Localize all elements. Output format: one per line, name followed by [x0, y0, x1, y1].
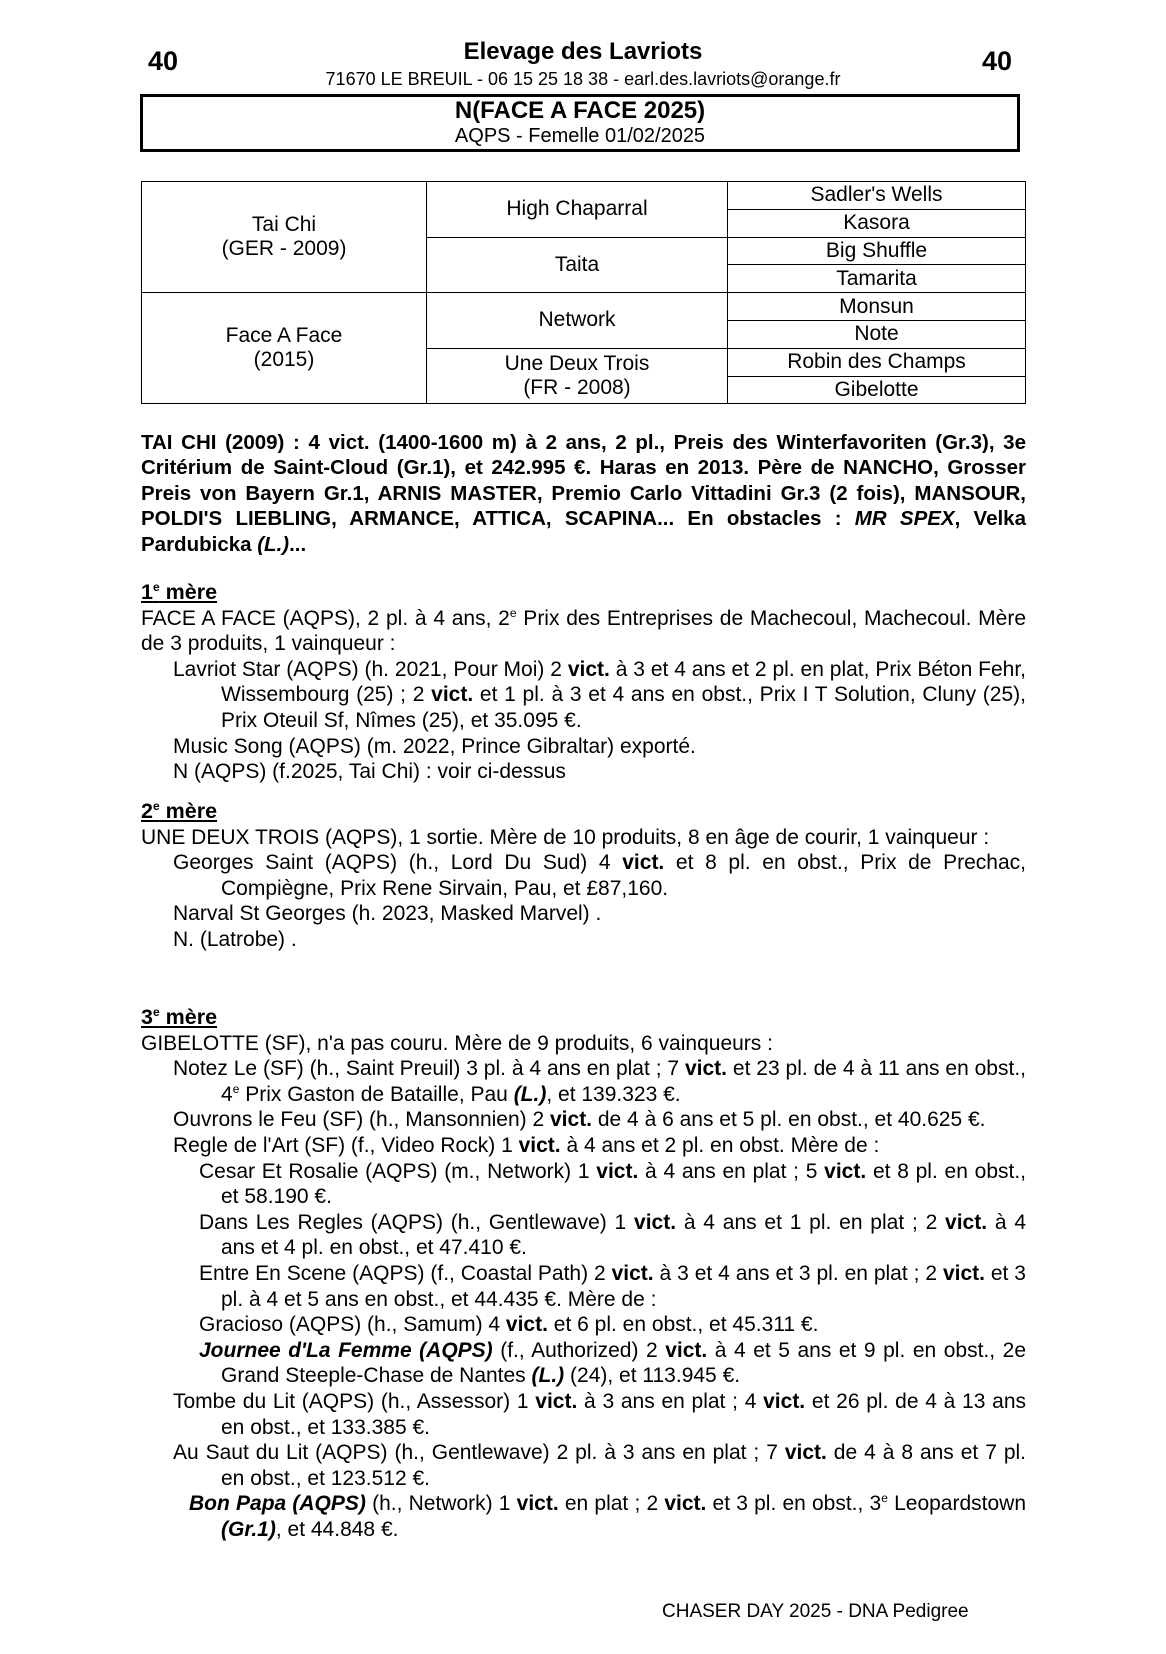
pedigree-sire	[142, 182, 427, 293]
breeder-title: Elevage des Lavriots	[463, 38, 703, 65]
pedigree-gen3-3: Big Shuffle	[728, 237, 1026, 265]
page-number-right: 40	[982, 46, 1013, 76]
sire-info: (GER - 2009)	[221, 237, 347, 261]
first-dam-section	[141, 580, 1026, 785]
third-dam-intro: GIBELOTTE (SF), n'a pas couru. Mère de 9 produits, 6 vainqueurs :	[141, 1031, 773, 1055]
second-dam-intro: UNE DEUX TROIS (AQPS), 1 sortie. Mère de 10 produits, 8 en âge de courir, 1 vainqueur :	[141, 825, 990, 849]
third-dam-heading: 3e mère	[141, 1004, 218, 1029]
dam-dam-info: (FR - 2008)	[523, 376, 631, 400]
list-item: Entre En Scene (AQPS) (f., Coastal Path) 2 vict. à 3 et 4 ans et 3 pl. en plat ; 2 vict. et 3 pl. à 4 et 5 ans en obst., et 44.435 €. Mère de :	[199, 1261, 1026, 1311]
pedigree-gen3-4: Tamarita	[728, 265, 1026, 293]
page-footer: CHASER DAY 2025 - DNA Pedigree	[662, 1601, 969, 1622]
second-dam-heading: 2e mère	[141, 798, 218, 823]
pedigree-gen3-6: Note	[728, 320, 1026, 348]
list-item: Ouvrons le Feu (SF) (h., Mansonnien) 2 vict. de 4 à 6 ans et 5 pl. en obst., et 40.625 €.	[173, 1108, 986, 1132]
list-item: Regle de l'Art (SF) (f., Video Rock) 1 vict. à 4 ans et 2 pl. en obst. Mère de :	[173, 1133, 880, 1157]
lot-name: N(FACE A FACE 2025)	[454, 97, 706, 124]
list-item: Cesar Et Rosalie (AQPS) (m., Network) 1 vict. à 4 ans en plat ; 5 vict. et 8 pl. en obst., et 58.190 €.	[199, 1159, 1026, 1209]
pedigree-gen3-8: Gibelotte	[728, 376, 1026, 404]
pedigree-table	[141, 181, 1026, 404]
list-item: N (AQPS) (f.2025, Tai Chi) : voir ci-dessus	[173, 760, 566, 784]
list-item: Bon Papa (AQPS) (h., Network) 1 vict. en plat ; 2 vict. et 3 pl. en obst., 3e Leopardstown (Gr.1), et 44.848 €.	[189, 1491, 1027, 1541]
sire-name: Tai Chi	[251, 213, 317, 237]
list-item: Georges Saint (AQPS) (h., Lord Du Sud) 4 vict. et 8 pl. en obst., Prix de Prechac, Compiègne, Prix Rene Sirvain, Pau, et £87,160.	[173, 851, 1026, 900]
pedigree-dam-sire: Network	[427, 293, 728, 349]
first-dam-heading: 1e mère	[141, 579, 218, 604]
third-dam-section	[141, 1005, 1026, 1542]
second-dam-section	[141, 799, 1026, 953]
pedigree-dam	[142, 293, 427, 404]
list-item: Au Saut du Lit (AQPS) (h., Gentlewave) 2 pl. à 3 ans en plat ; 7 vict. de 4 à 8 ans et 7 pl. en obst., et 123.512 €.	[173, 1441, 1026, 1490]
pedigree-sire-dam: Taita	[427, 237, 728, 293]
pedigree-gen3-1: Sadler's Wells	[728, 182, 1026, 210]
list-item: Lavriot Star (AQPS) (h. 2021, Pour Moi) 2 vict. à 3 et 4 ans et 2 pl. en plat, Prix Béton Fehr, Wissembourg (25) ; 2 vict. et 1 pl. à 3 et 4 ans en obst., Prix I T Solution, Cluny (25), Prix Oteuil Sf, Nîmes (25), et 35.095 €.	[173, 657, 1026, 732]
list-item: Gracioso (AQPS) (h., Samum) 4 vict. et 6 pl. en obst., et 45.311 €.	[199, 1313, 819, 1337]
dam-name: Face A Face	[225, 324, 343, 348]
lot-title-box	[140, 94, 1020, 152]
list-item: Dans Les Regles (AQPS) (h., Gentlewave) 1 vict. à 4 ans et 1 pl. en plat ; 2 vict. à 4 ans et 4 pl. en obst., et 47.410 €.	[199, 1210, 1026, 1260]
pedigree-gen3-5: Monsun	[728, 293, 1026, 321]
list-item: Tombe du Lit (AQPS) (h., Assessor) 1 vict. à 3 ans en plat ; 4 vict. et 26 pl. de 4 à 13 ans en obst., et 133.385 €.	[173, 1389, 1027, 1439]
pedigree-dam-dam	[427, 348, 728, 404]
list-item: N. (Latrobe) .	[173, 927, 297, 951]
list-item: Journee d'La Femme (AQPS) (f., Authorized) 2 vict. à 4 et 5 ans et 9 pl. en obst., 2e Grand Steeple-Chase de Nantes (L.) (24), et 113.945 €.	[199, 1338, 1026, 1388]
page-number-left: 40	[148, 46, 179, 76]
first-dam-intro: FACE A FACE (AQPS), 2 pl. à 4 ans, 2e Prix des Entreprises de Machecoul, Machecoul. Mère de 3 produits, 1 vainqueur :	[141, 605, 1026, 656]
breeder-contact: 71670 LE BREUIL - 06 15 25 18 38 - earl.des.lavriots@orange.fr	[325, 69, 841, 89]
dam-dam-name: Une Deux Trois	[504, 352, 650, 376]
list-item: Music Song (AQPS) (m. 2022, Prince Gibraltar) exporté.	[173, 734, 696, 758]
pedigree-gen3-2: Kasora	[728, 209, 1026, 237]
list-item: Notez Le (SF) (h., Saint Preuil) 3 pl. à 4 ans en plat ; 7 vict. et 23 pl. de 4 à 11 ans en obst., 4e Prix Gaston de Bataille, Pau (L.), et 139.323 €.	[173, 1057, 1026, 1106]
sire-note: TAI CHI (2009) : 4 vict. (1400-1600 m) à 2 ans, 2 pl., Preis des Winterfavoriten (Gr.3), 3e Critérium de Saint-Cloud (Gr.1), et 242.995 €. Haras en 2013. Père de NANCHO, Grosser Preis von Bayern Gr.1, ARNIS MASTER, Premio Carlo Vittadini Gr.3 (2 fois), MANSOUR, POLDI'S LIEBLING, ARMANCE, ATTICA, SCAPINA... En obstacles : MR SPEX, Velka Pardubicka (L.)...	[141, 431, 1026, 556]
dam-info: (2015)	[253, 348, 315, 372]
pedigree-sire-sire: High Chaparral	[427, 182, 728, 238]
lot-info: AQPS - Femelle 01/02/2025	[454, 125, 706, 147]
pedigree-gen3-7: Robin des Champs	[728, 348, 1026, 376]
list-item: Narval St Georges (h. 2023, Masked Marvel) .	[173, 902, 602, 926]
